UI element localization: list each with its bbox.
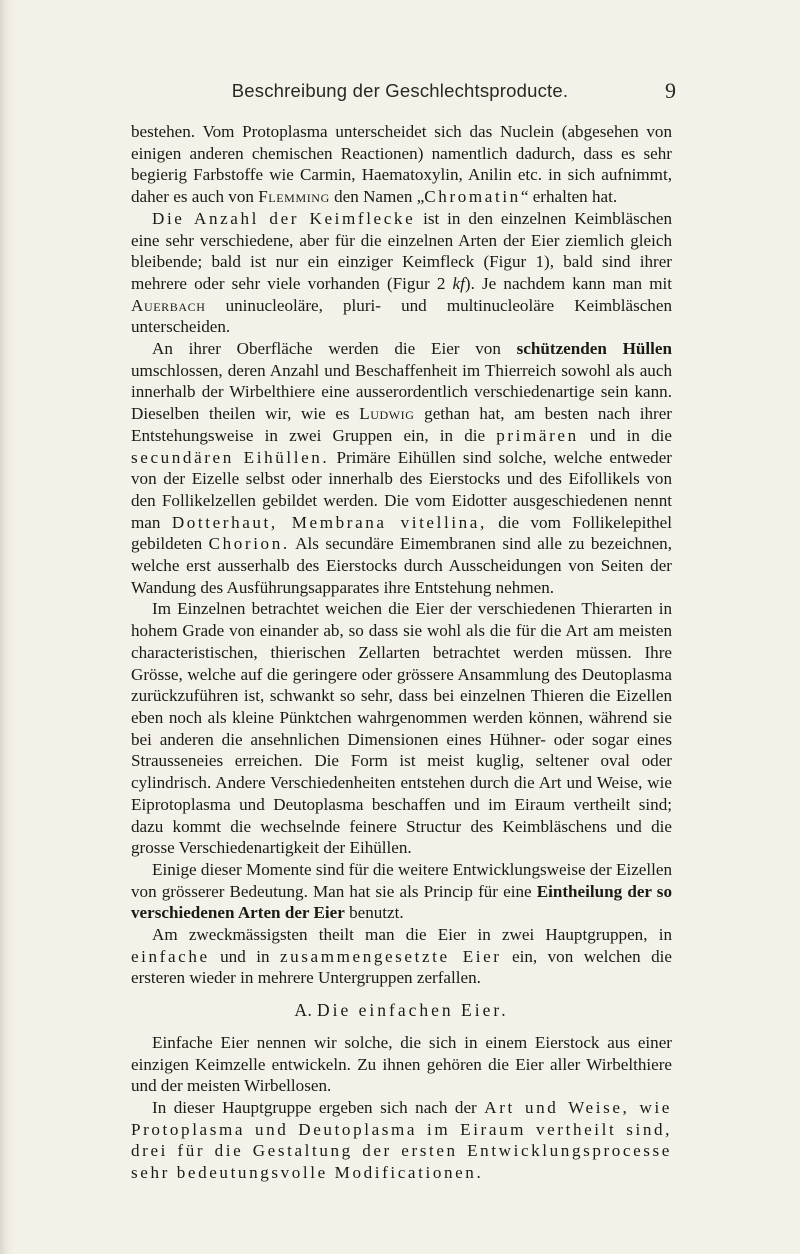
text-run: An ihrer Oberfläche werden die Eier von xyxy=(152,339,517,359)
text-run: die vom Follikelepithel gebildeten xyxy=(131,512,672,554)
text-run: ist in den einzelnen Keimbläschen eine sehr verschiedene, aber für die einzelnen Arten der Eier ziemlich gleich bleibende; bald ist nur ein einziger Keimfleck (Figur 1), bald sind ihrer mehrere oder sehr viele vorhanden (Figur 2 xyxy=(131,208,672,293)
term-anzahl-keimflecke: Die Anzahl der Keimflecke xyxy=(152,208,416,228)
term-schuetzende-huellen: schützenden Hüllen xyxy=(516,339,672,359)
paragraph-einfache-eier: Einfache Eier nennen wir solche, die sich in einem Eierstock aus einer einzigen Keimzelle entwickeln. Zu ihnen gehören die Eier aller Wirbelthiere und der meisten Wirbellosen. xyxy=(131,1032,672,1096)
text-run: und in xyxy=(209,946,280,966)
text-run: uninucleoläre, pluri- und multinucleoläre Keimbläschen unterscheiden. xyxy=(131,295,672,337)
page-header xyxy=(130,78,676,108)
text-run: den Namen „ xyxy=(329,187,425,207)
figure-reference: kf xyxy=(452,273,465,293)
paragraph-eintheilung xyxy=(131,859,672,924)
text-run: und in die xyxy=(578,425,672,445)
term-dotterhaut: Dotterhaut, Membrana vitellina, xyxy=(171,512,487,532)
paragraph-eigroesse: Im Einzelnen betrachtet weichen die Eier der verschiedenen Thierarten in hohem Grade von einander ab, so dass sie wohl als die für die Art am meisten characteristischen, thierischen Zellarten betrachtet werden müssen. Ihre Grösse, welche auf die geringere oder grössere Ansammlung des Deutoplasma zurückzuführen ist, schwankt so sehr, dass bei einzelnen Thieren die Eizellen eben noch als kleine Pünktchen wahrgenommen werden können, während sie bei anderen die ansehnlichen Dimensionen eines Hühner- oder sogar eines Strausseneies erreichen. Die Form ist meist kuglig, seltener oval oder cylindrisch. Andere Verschiedenheiten entstehen durch die Art und Weise, wie Eiprotoplasma und Deutoplasma beschaffen und im Eiraum vertheilt sind; dazu kommt die wechselnde feinere Structur des Keimbläschens und die grosse Verschiedenartigkeit der Eihüllen. xyxy=(131,599,672,858)
author-name-flemming: Flemming xyxy=(258,187,330,207)
term-eintheilung: Eintheilung der so verschiedenen Arten der Eier xyxy=(131,881,672,923)
paragraph-modificationen xyxy=(131,1097,672,1184)
text-run: Als secundäre Eimembranen sind alle zu bezeichnen, welche erst ausserhalb des Eierstocks durch Ausscheidungen von Seiten der Wandung des Ausführungsapparates ihre Entstehung nehmen. xyxy=(131,534,672,597)
text-run: ein, von welchen die ersteren wieder in mehrere Untergruppen zerfallen. xyxy=(131,946,672,988)
author-name-auerbach: Auerbach xyxy=(131,295,206,315)
text-run: In dieser Hauptgruppe ergeben sich nach der xyxy=(152,1097,485,1117)
author-name-ludwig: Ludwig xyxy=(359,404,415,424)
term-art-und-weise: Art und Weise, wie Protoplasma und Deutoplasma im Eiraum vertheilt sind, drei für die Gestaltung der ersten Entwicklungsprocesse sehr bedeutungsvolle Modificationen. xyxy=(131,1097,672,1183)
text-run: Am zweckmässigsten theilt man die Eier in zwei Hauptgruppen, in xyxy=(152,925,672,945)
page-number: 9 xyxy=(665,78,676,103)
text-run: Primäre Eihüllen sind solche, welche entweder von der Eizelle selbst oder innerhalb des Eierstocks und des Eifollikels von den Follikelzellen gebildet werden. Die vom Eidotter ausgeschiedenen nennt man xyxy=(131,447,673,532)
section-heading xyxy=(131,1000,672,1022)
paragraph-nuclein xyxy=(131,121,672,208)
running-title: Beschreibung der Geschlechtsproducte. xyxy=(231,80,569,101)
text-run: benutzt. xyxy=(344,903,404,923)
term-chorion: Chorion. xyxy=(208,534,290,554)
term-einfache: einfache xyxy=(131,946,210,966)
term-chromatin: Chromatin xyxy=(424,187,521,207)
term-secundaeren-eihuellen: secundären Eihüllen. xyxy=(131,447,330,467)
text-run: Einige dieser Momente sind für die weitere Entwicklungsweise der Eizellen von grösserer Bedeutung. Man hat sie als Princip für eine xyxy=(131,859,672,901)
body-text xyxy=(131,121,672,1184)
text-run: gethan hat, am besten nach ihrer Entstehungsweise in zwei Gruppen ein, in die xyxy=(131,404,672,445)
text-run: bestehen. Vom Protoplasma unterscheidet sich das Nuclein (abgesehen von einigen anderen chemischen Reactionen) namentlich dadurch, dass es sehr begierig Farbstoffe wie Carmin, Haematoxylin, Anilin etc. in sich aufnimmt, daher es auch von xyxy=(131,122,672,207)
text-run: “ erhalten hat. xyxy=(520,187,618,207)
text-run: umschlossen, deren Anzahl und Beschaffenheit im Thierreich sowohl als auch innerhalb der Wirbelthiere eine ausserordentlich verschiedenartige sein kann. Dieselben theilen wir, wie es xyxy=(131,360,672,424)
section-title: Die einfachen Eier. xyxy=(317,1000,509,1021)
term-zusammengesetzte-eier: zusammengesetzte Eier xyxy=(279,946,502,966)
section-prefix: A. xyxy=(294,1000,317,1021)
term-primaeren: primären xyxy=(496,425,579,445)
text-run: ). Je nachdem kann man mit xyxy=(464,273,672,293)
paragraph-eihuellen xyxy=(131,338,672,598)
paragraph-keimflecke xyxy=(131,208,672,338)
paragraph-hauptgruppen xyxy=(131,924,672,989)
